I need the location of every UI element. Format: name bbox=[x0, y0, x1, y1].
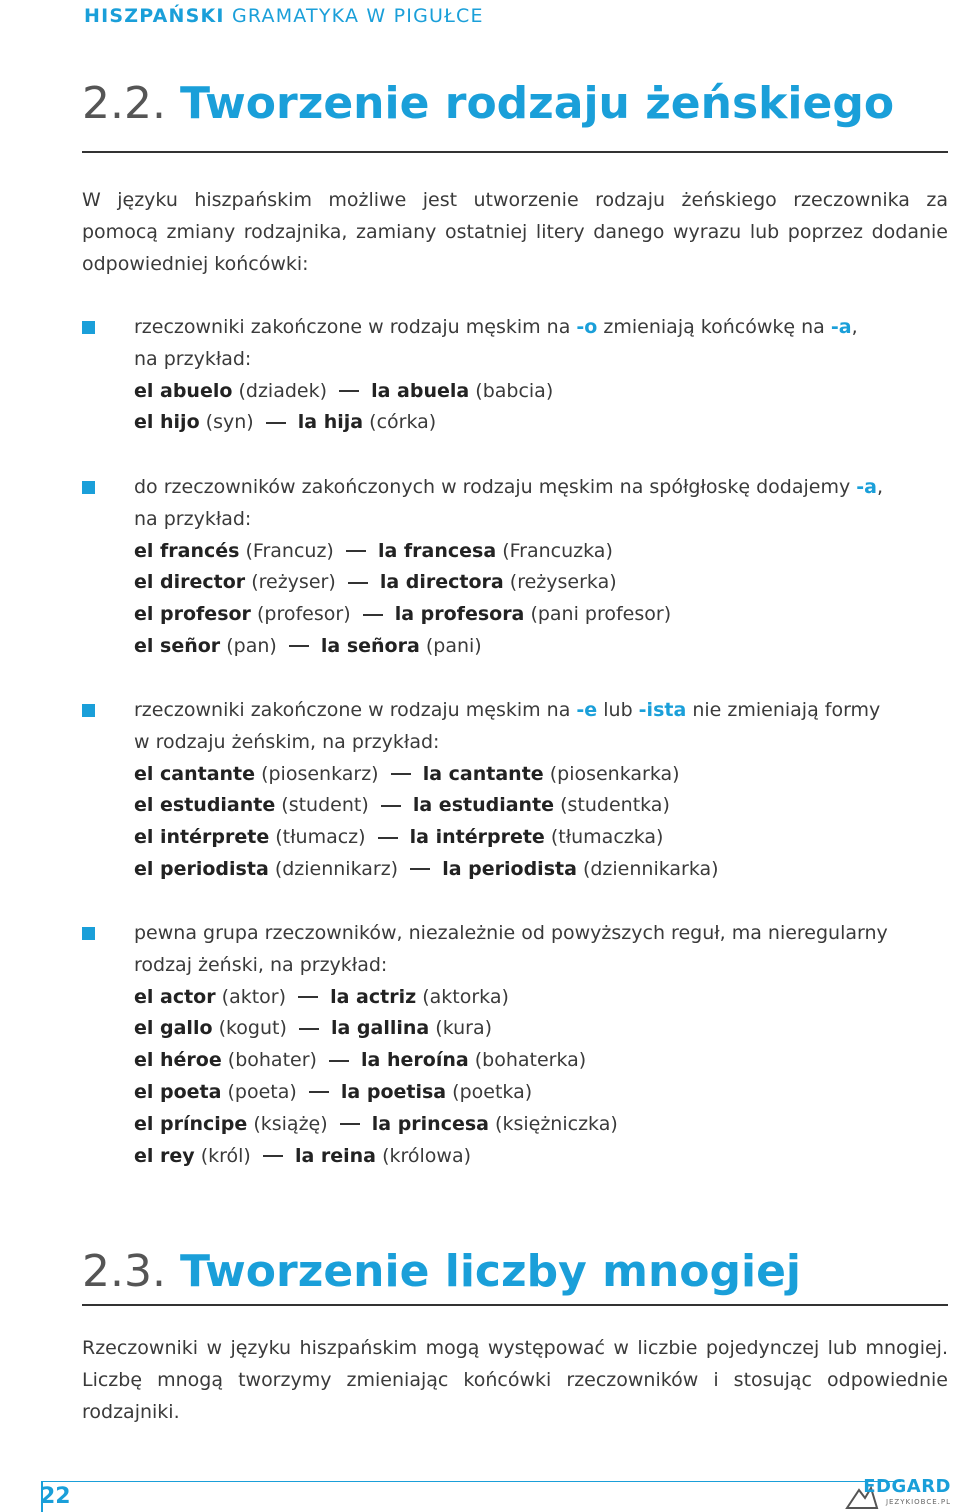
bullet-icon bbox=[82, 481, 95, 494]
header-language: HISZPAŃSKI bbox=[84, 5, 225, 27]
feminine-translation: (poetka) bbox=[452, 1080, 533, 1103]
rule-description bbox=[134, 312, 948, 344]
feminine-translation: (bohaterka) bbox=[474, 1049, 587, 1072]
dash-separator bbox=[340, 1123, 360, 1125]
section-rule bbox=[82, 1304, 948, 1306]
rule-description bbox=[134, 472, 948, 504]
feminine-form: la intérprete bbox=[409, 826, 545, 849]
ending-highlight: -a bbox=[856, 476, 877, 498]
feminine-form: la poetisa bbox=[340, 1080, 447, 1103]
example-pair bbox=[134, 759, 948, 791]
example-pair bbox=[134, 854, 948, 886]
description-text: , bbox=[851, 316, 858, 338]
masculine-form: el profesor bbox=[134, 603, 251, 626]
feminine-form: la abuela bbox=[371, 379, 470, 402]
masculine-form: el gallo bbox=[134, 1017, 213, 1040]
example-pair bbox=[134, 536, 948, 568]
outro-paragraph bbox=[82, 1332, 948, 1428]
feminine-form: la hija bbox=[297, 411, 364, 434]
description-text: w rodzaju żeńskim, na przykład: bbox=[134, 730, 440, 753]
bullet-icon bbox=[82, 321, 95, 334]
masculine-form: el francés bbox=[134, 539, 240, 562]
feminine-translation: (tłumaczka) bbox=[550, 826, 664, 849]
feminine-form: la francesa bbox=[377, 539, 497, 562]
feminine-translation: (księżniczka) bbox=[495, 1112, 618, 1135]
dash-separator bbox=[346, 550, 366, 552]
rule-description bbox=[134, 950, 948, 982]
example-pair bbox=[134, 599, 948, 631]
feminine-form: la actriz bbox=[330, 985, 417, 1008]
feminine-translation: (aktorka) bbox=[422, 985, 509, 1008]
section-heading-feminine bbox=[82, 78, 895, 129]
outro-line: Liczbę mnogą tworzymy zmieniając końcówki rzeczowników i stosując odpowiednie bbox=[82, 1369, 948, 1391]
masculine-form: el príncipe bbox=[134, 1112, 248, 1135]
description-text: rzeczowniki zakończone w rodzaju męskim na bbox=[134, 316, 577, 338]
dash-separator bbox=[266, 422, 286, 424]
section-rule bbox=[82, 151, 948, 153]
feminine-form: la estudiante bbox=[412, 794, 555, 817]
masculine-translation: (piosenkarz) bbox=[261, 762, 379, 785]
feminine-translation: (dziennikarka) bbox=[582, 857, 719, 880]
description-text: rodzaj żeński, na przykład: bbox=[134, 953, 388, 976]
masculine-form: el estudiante bbox=[134, 794, 276, 817]
masculine-form: el abuelo bbox=[134, 379, 233, 402]
masculine-translation: (dziadek) bbox=[238, 379, 328, 402]
description-text: rzeczowniki zakończone w rodzaju męskim na bbox=[134, 699, 577, 721]
masculine-form: el director bbox=[134, 571, 246, 594]
feminine-form: la gallina bbox=[330, 1017, 430, 1040]
dash-separator bbox=[299, 1028, 319, 1030]
description-text: lub bbox=[597, 699, 639, 721]
dash-separator bbox=[289, 645, 309, 647]
feminine-translation: (pani) bbox=[425, 634, 482, 657]
example-pair bbox=[134, 376, 948, 408]
feminine-translation: (piosenkarka) bbox=[549, 762, 680, 785]
dash-separator bbox=[329, 1060, 349, 1062]
logo-sub: JEZYKIOBCE.PL bbox=[885, 1498, 951, 1506]
example-pair bbox=[134, 1013, 948, 1045]
feminine-form: la reina bbox=[294, 1144, 377, 1167]
feminine-translation: (studentka) bbox=[560, 794, 670, 817]
intro-line: W języku hiszpańskim możliwe jest utworzenie rodzaju żeńskiego rzeczownika za bbox=[82, 189, 948, 211]
masculine-form: el poeta bbox=[134, 1080, 222, 1103]
outro-line: Rzeczowniki w języku hiszpańskim mogą występować w liczbie pojedynczej lub mnogiej. bbox=[82, 1337, 948, 1359]
section-heading-plural bbox=[82, 1246, 801, 1297]
section-number: 2.3. bbox=[82, 1246, 166, 1297]
feminine-translation: (reżyserka) bbox=[509, 571, 617, 594]
bullet-icon bbox=[82, 927, 95, 940]
masculine-translation: (poeta) bbox=[227, 1080, 297, 1103]
feminine-translation: (pani profesor) bbox=[530, 603, 672, 626]
masculine-translation: (król) bbox=[200, 1144, 251, 1167]
description-text: pewna grupa rzeczowników, niezależnie od powyższych reguł, ma nieregularny bbox=[134, 922, 888, 944]
dash-separator bbox=[381, 805, 401, 807]
example-pair bbox=[134, 790, 948, 822]
page-number: 22 bbox=[40, 1484, 71, 1509]
masculine-translation: (książę) bbox=[253, 1112, 328, 1135]
feminine-translation: (kura) bbox=[435, 1017, 493, 1040]
dash-separator bbox=[410, 868, 430, 870]
description-text: na przykład: bbox=[134, 347, 252, 370]
example-pair bbox=[134, 1141, 948, 1173]
description-text: na przykład: bbox=[134, 507, 252, 530]
dash-separator bbox=[348, 582, 368, 584]
example-pair bbox=[134, 1077, 948, 1109]
running-header bbox=[84, 5, 484, 27]
dash-separator bbox=[339, 390, 359, 392]
rule-description bbox=[134, 344, 948, 376]
feminine-form: la señora bbox=[320, 634, 420, 657]
feminine-translation: (Francuzka) bbox=[502, 539, 613, 562]
example-pair bbox=[134, 567, 948, 599]
masculine-form: el rey bbox=[134, 1144, 195, 1167]
description-text: do rzeczowników zakończonych w rodzaju męskim na spółgłoskę dodajemy bbox=[134, 476, 857, 498]
masculine-translation: (bohater) bbox=[227, 1049, 317, 1072]
ending-highlight: -a bbox=[830, 316, 852, 338]
ending-highlight: -o bbox=[576, 316, 598, 338]
ending-highlight: -ista bbox=[638, 699, 687, 721]
description-text: nie zmieniają formy bbox=[686, 699, 881, 721]
rule-description bbox=[134, 918, 948, 950]
example-pair bbox=[134, 982, 948, 1014]
section-title: Tworzenie liczby mnogiej bbox=[179, 1246, 801, 1297]
example-pair bbox=[134, 407, 948, 439]
description-text: zmieniają końcówkę na bbox=[597, 316, 831, 338]
feminine-translation: (córka) bbox=[369, 411, 437, 434]
masculine-translation: (kogut) bbox=[218, 1017, 287, 1040]
dash-separator bbox=[363, 614, 383, 616]
section-title: Tworzenie rodzaju żeńskiego bbox=[179, 78, 895, 129]
rule-description bbox=[134, 695, 948, 727]
intro-line: pomocą zmiany rodzajnika, zamiany ostatniej litery danego wyrazu lub poprzez dodanie bbox=[82, 221, 948, 243]
intro-line: odpowiedniej końcówki: bbox=[82, 253, 309, 275]
description-text: , bbox=[876, 476, 883, 498]
section-number: 2.2. bbox=[82, 78, 166, 129]
outro-line: rodzajniki. bbox=[82, 1401, 180, 1423]
masculine-translation: (pan) bbox=[226, 634, 277, 657]
masculine-form: el periodista bbox=[134, 857, 269, 880]
dash-separator bbox=[391, 773, 411, 775]
example-pair bbox=[134, 1109, 948, 1141]
bullet-icon bbox=[82, 704, 95, 717]
masculine-form: el actor bbox=[134, 985, 216, 1008]
dash-separator bbox=[309, 1091, 329, 1093]
masculine-form: el héroe bbox=[134, 1049, 222, 1072]
masculine-form: el hijo bbox=[134, 411, 200, 434]
intro-paragraph bbox=[82, 184, 948, 280]
dash-separator bbox=[298, 996, 318, 998]
feminine-form: la periodista bbox=[442, 857, 577, 880]
rule-item bbox=[134, 472, 948, 663]
example-pair bbox=[134, 631, 948, 663]
masculine-translation: (tłumacz) bbox=[275, 826, 366, 849]
dash-separator bbox=[378, 837, 398, 839]
header-series: GRAMATYKA W PIGUŁCE bbox=[231, 5, 484, 27]
example-pair bbox=[134, 822, 948, 854]
masculine-translation: (student) bbox=[281, 794, 369, 817]
feminine-form: la princesa bbox=[371, 1112, 489, 1135]
rule-item bbox=[134, 312, 948, 439]
dash-separator bbox=[263, 1155, 283, 1157]
masculine-translation: (aktor) bbox=[221, 985, 287, 1008]
masculine-translation: (syn) bbox=[205, 411, 254, 434]
rule-description bbox=[134, 504, 948, 536]
rule-description bbox=[134, 727, 948, 759]
feminine-form: la cantante bbox=[422, 762, 544, 785]
feminine-form: la heroína bbox=[361, 1049, 469, 1072]
masculine-translation: (Francuz) bbox=[245, 539, 334, 562]
masculine-translation: (dziennikarz) bbox=[274, 857, 399, 880]
feminine-form: la profesora bbox=[394, 603, 525, 626]
feminine-form: la directora bbox=[379, 571, 504, 594]
publisher-logo bbox=[845, 1476, 955, 1512]
feminine-translation: (królowa) bbox=[382, 1144, 471, 1167]
footer-rule bbox=[41, 1481, 901, 1482]
masculine-form: el cantante bbox=[134, 762, 256, 785]
masculine-form: el señor bbox=[134, 634, 221, 657]
logo-word: EDGARD bbox=[863, 1476, 951, 1497]
ending-highlight: -e bbox=[576, 699, 598, 721]
masculine-translation: (reżyser) bbox=[251, 571, 336, 594]
rule-item bbox=[134, 918, 948, 1172]
masculine-form: el intérprete bbox=[134, 826, 270, 849]
masculine-translation: (profesor) bbox=[256, 603, 351, 626]
rule-item bbox=[134, 695, 948, 886]
example-pair bbox=[134, 1045, 948, 1077]
feminine-translation: (babcia) bbox=[475, 379, 554, 402]
